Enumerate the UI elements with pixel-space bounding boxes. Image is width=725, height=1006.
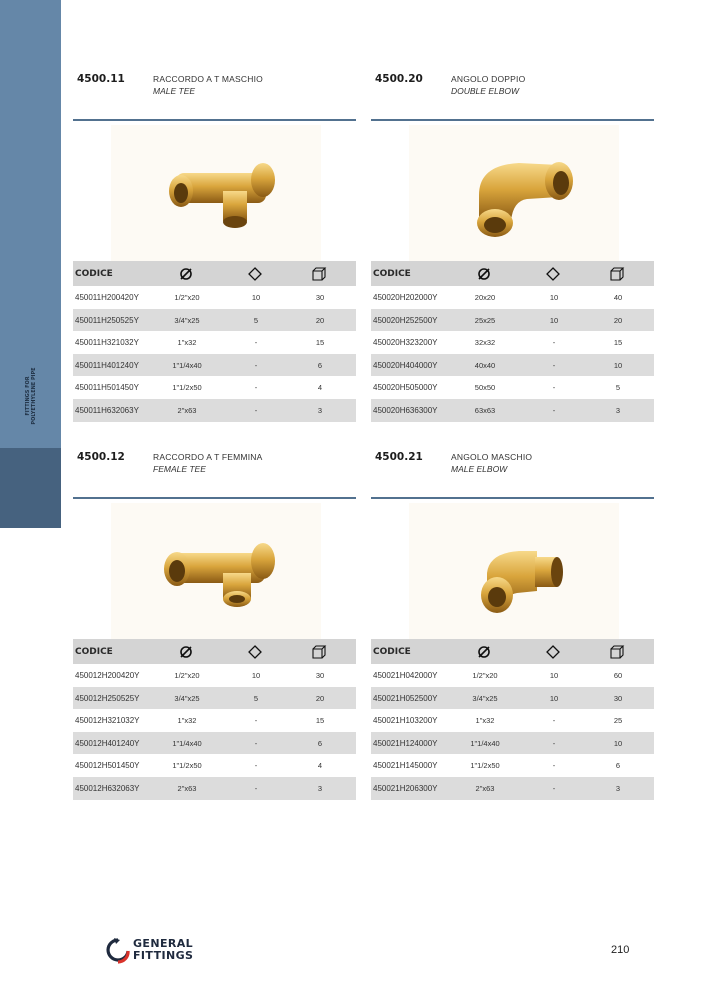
table-row (371, 376, 654, 399)
title-english: MALE ELBOW (451, 464, 508, 474)
diameter-icon (178, 644, 194, 660)
title-italian: ANGOLO MASCHIO (451, 452, 533, 462)
cell-dimension: 1"1/4x40 (172, 360, 202, 370)
cell-pack: - (254, 383, 258, 393)
cell-box: 30 (315, 671, 325, 680)
cell-dimension: 1"1/4x40 (172, 738, 202, 748)
logo-mark-icon (105, 937, 131, 965)
cell-pack: 10 (549, 315, 559, 325)
title-english: FEMALE TEE (153, 464, 206, 474)
cell-pack: - (254, 360, 258, 370)
header-codice: CODICE (373, 269, 411, 279)
table-row (371, 732, 654, 755)
cell-box: 15 (315, 716, 325, 726)
cell-code: 450011H200420Y (75, 293, 139, 302)
cell-code: 450021H124000Y (373, 738, 438, 748)
product-section-4500-11 (73, 73, 356, 415)
cell-pack: - (552, 383, 556, 393)
logo-line2: FITTINGS (133, 949, 194, 962)
product-code: 4500.12 (77, 451, 125, 463)
table-body (371, 286, 654, 422)
sidebar-label (25, 367, 37, 424)
cell-dimension: 1"x32 (177, 338, 197, 348)
table-row (371, 687, 654, 710)
cell-code: 450012H501450Y (75, 761, 140, 771)
header-codice: CODICE (75, 647, 113, 657)
cell-code: 450011H401240Y (75, 360, 139, 370)
table-row (73, 664, 356, 687)
table-row (73, 687, 356, 710)
cell-box: 20 (315, 315, 325, 325)
table-row (371, 286, 654, 309)
side-tab (0, 448, 61, 528)
cell-dimension: 40x40 (474, 360, 496, 370)
cell-box: 4 (317, 761, 323, 771)
table-row (371, 754, 654, 777)
cell-pack: 10 (549, 671, 559, 680)
cell-box: 15 (315, 338, 325, 348)
page-number: 210 (611, 944, 630, 956)
cell-pack: 10 (549, 293, 559, 302)
table-header (73, 639, 356, 664)
cell-box: 60 (613, 671, 623, 680)
box-icon (609, 644, 625, 660)
section-rule (73, 119, 356, 121)
table-row (73, 777, 356, 800)
cell-dimension: 63x63 (474, 405, 496, 415)
cell-box: 3 (317, 783, 323, 793)
cell-box: 15 (613, 338, 623, 348)
table-row (371, 354, 654, 377)
cell-pack: - (552, 360, 556, 370)
product-titles (451, 452, 532, 474)
header-codice: CODICE (75, 269, 113, 279)
cell-dimension: 2"x63 (475, 783, 495, 793)
cell-dimension: 2"x63 (177, 783, 197, 793)
cell-pack: - (552, 716, 556, 726)
cell-code: 450021H103200Y (373, 716, 438, 726)
logo-text (133, 938, 193, 962)
table-row (73, 754, 356, 777)
box-icon (311, 644, 327, 660)
product-table (371, 261, 654, 422)
box-icon (311, 266, 327, 282)
cell-pack: - (552, 338, 556, 348)
cell-pack: - (254, 738, 258, 748)
table-row (371, 664, 654, 687)
company-logo (105, 937, 215, 965)
cell-box: 6 (317, 360, 323, 370)
cell-box: 10 (613, 360, 623, 370)
product-photo (111, 503, 321, 641)
cell-pack: 10 (251, 671, 261, 680)
cell-pack: - (552, 783, 556, 793)
product-section-4500-21 (371, 451, 654, 793)
section-rule (73, 497, 356, 499)
table-row (73, 709, 356, 732)
product-code: 4500.11 (77, 73, 125, 85)
cell-pack: 10 (251, 293, 261, 302)
cell-pack: - (552, 738, 556, 748)
cell-pack: - (254, 783, 258, 793)
product-table (73, 261, 356, 422)
cell-box: 3 (615, 783, 621, 793)
table-row (73, 354, 356, 377)
cell-dimension: 1"1/2x50 (172, 761, 202, 771)
cell-dimension: 50x50 (474, 383, 496, 393)
cell-box: 5 (615, 383, 621, 393)
product-section-4500-12 (73, 451, 356, 793)
table-body (73, 664, 356, 800)
diamond-pack-icon (247, 644, 263, 660)
table-row (371, 777, 654, 800)
cell-dimension: 1"1/4x40 (470, 738, 500, 748)
table-row (73, 309, 356, 332)
cell-box: 30 (315, 293, 325, 302)
cell-box: 3 (615, 405, 621, 415)
product-photo (111, 125, 321, 263)
product-code: 4500.21 (375, 451, 423, 463)
diameter-icon (178, 266, 194, 282)
table-row (73, 399, 356, 422)
product-titles (153, 74, 263, 96)
cell-pack: - (552, 761, 556, 771)
cell-box: 40 (613, 293, 623, 302)
table-header (371, 261, 654, 286)
diamond-pack-icon (247, 266, 263, 282)
diamond-pack-icon (545, 266, 561, 282)
table-row (73, 286, 356, 309)
section-rule (371, 497, 654, 499)
cell-dimension: 25x25 (474, 315, 496, 325)
cell-box: 25 (613, 716, 623, 726)
diameter-icon (476, 644, 492, 660)
cell-dimension: 1"1/2x50 (172, 383, 202, 393)
title-english: MALE TEE (153, 86, 196, 96)
cell-pack: - (254, 716, 258, 726)
table-header (371, 639, 654, 664)
section-rule (371, 119, 654, 121)
table-row (371, 399, 654, 422)
cell-pack: - (254, 338, 258, 348)
cell-code: 450012H250525Y (75, 693, 140, 703)
cell-box: 6 (615, 761, 621, 771)
cell-box: 30 (613, 693, 623, 703)
cell-pack: 10 (549, 693, 559, 703)
section-header (371, 451, 654, 491)
cell-code: 450011H632063Y (75, 405, 139, 415)
cell-code: 450020H404000Y (373, 360, 438, 370)
cell-box: 4 (317, 383, 323, 393)
cell-code: 450020H202000Y (373, 293, 438, 302)
cell-pack: - (552, 405, 556, 415)
cell-box: 3 (317, 405, 323, 415)
product-table (371, 639, 654, 800)
cell-dimension: 2"x63 (177, 405, 197, 415)
product-table (73, 639, 356, 800)
table-row (371, 709, 654, 732)
cell-dimension: 1/2"x20 (472, 671, 498, 680)
title-english: DOUBLE ELBOW (451, 86, 520, 96)
table-header (73, 261, 356, 286)
cell-code: 450020H505000Y (373, 383, 438, 393)
cell-code: 450021H145000Y (373, 761, 438, 771)
cell-dimension: 3/4"x25 (174, 315, 200, 325)
cell-pack: - (254, 405, 258, 415)
product-titles (153, 452, 262, 474)
cell-dimension: 1/2"x20 (174, 671, 200, 680)
diamond-pack-icon (545, 644, 561, 660)
cell-code: 450011H250525Y (75, 315, 139, 325)
product-code: 4500.20 (375, 73, 423, 85)
cell-code: 450012H200420Y (75, 671, 140, 680)
table-row (73, 376, 356, 399)
cell-code: 450011H321032Y (75, 338, 139, 348)
cell-box: 20 (315, 693, 325, 703)
logo-line1: GENERAL (133, 937, 194, 950)
cell-pack: - (254, 761, 258, 771)
cell-dimension: 1/2"x20 (174, 293, 200, 302)
cell-code: 450020H323200Y (373, 338, 438, 348)
title-italian: ANGOLO DOPPIO (451, 74, 526, 84)
cell-code: 450020H636300Y (373, 405, 438, 415)
table-body (371, 664, 654, 800)
table-row (73, 732, 356, 755)
box-icon (609, 266, 625, 282)
product-section-4500-20 (371, 73, 654, 415)
title-italian: RACCORDO A T MASCHIO (153, 74, 263, 84)
cell-pack: 5 (253, 693, 259, 703)
cell-dimension: 3/4"x25 (174, 693, 200, 703)
cell-dimension: 3/4"x25 (472, 693, 498, 703)
table-row (73, 331, 356, 354)
product-photo (409, 503, 619, 641)
sidebar-label-line2: POLYETHYLENE PIPE (31, 367, 37, 425)
cell-code: 450020H252500Y (373, 315, 438, 325)
section-header (73, 73, 356, 113)
cell-dimension: 1"1/2x50 (470, 761, 500, 771)
product-photo (409, 125, 619, 263)
header-codice: CODICE (373, 647, 411, 657)
title-italian: RACCORDO A T FEMMINA (153, 452, 263, 462)
cell-code: 450012H401240Y (75, 738, 140, 748)
cell-dimension: 20x20 (474, 293, 496, 302)
cell-dimension: 1"x32 (177, 716, 197, 726)
section-header (73, 451, 356, 491)
section-header (371, 73, 654, 113)
cell-pack: 5 (253, 315, 259, 325)
cell-box: 20 (613, 315, 623, 325)
product-titles (451, 74, 525, 96)
cell-box: 10 (613, 738, 623, 748)
cell-code: 450012H321032Y (75, 716, 140, 726)
cell-dimension: 32x32 (474, 338, 496, 348)
sidebar-label-line1: FITTINGS FOR (25, 376, 31, 416)
cell-code: 450021H206300Y (373, 783, 438, 793)
cell-box: 6 (317, 738, 323, 748)
diameter-icon (476, 266, 492, 282)
table-row (371, 309, 654, 332)
cell-code: 450011H501450Y (75, 383, 139, 393)
cell-code: 450021H052500Y (373, 693, 438, 703)
cell-code: 450012H632063Y (75, 783, 140, 793)
table-row (371, 331, 654, 354)
table-body (73, 286, 356, 422)
cell-code: 450021H042000Y (373, 671, 438, 680)
cell-dimension: 1"x32 (475, 716, 495, 726)
